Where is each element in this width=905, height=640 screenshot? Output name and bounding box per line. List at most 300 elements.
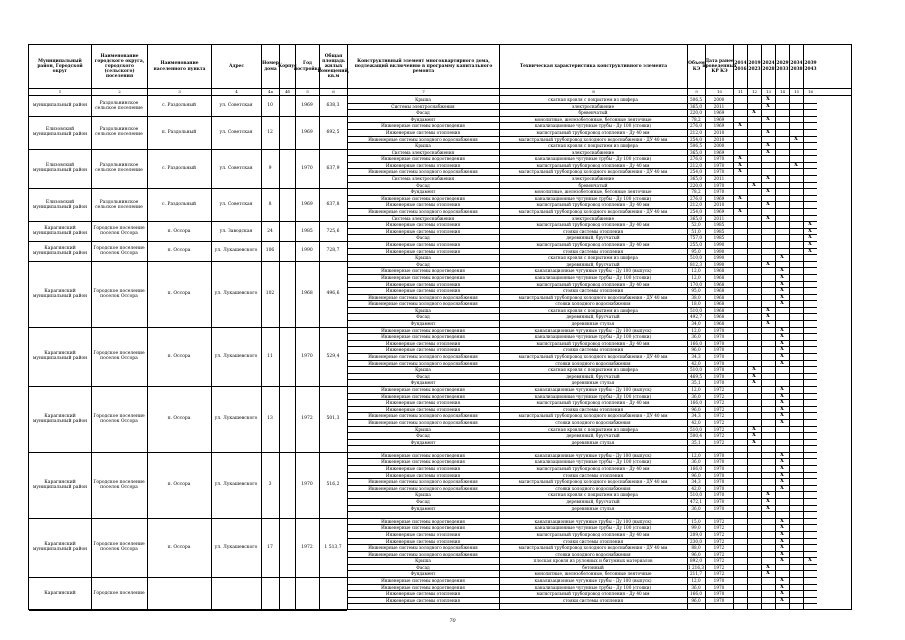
- column-header: 2019 2023: [747, 45, 761, 88]
- house-street: ул. Лукашевского: [214, 482, 258, 488]
- row-cell: Фундамент: [410, 189, 436, 195]
- house-district: Елизовский муниципальный район: [32, 199, 88, 210]
- row-cell: стояки холодного водоснабжения: [555, 485, 631, 491]
- house-settlement: Городское поселение поселок Оссора: [93, 245, 145, 256]
- row-cell: Инженерные системы холодного водоснабжения: [368, 354, 478, 359]
- house-street: ул. Советская: [219, 103, 253, 109]
- repair-period-mark: X: [766, 128, 770, 135]
- repair-period-mark: X: [766, 570, 770, 577]
- repair-period-mark: X: [780, 458, 784, 465]
- row-cell: 254,0: [690, 209, 702, 215]
- row-cell: 95,0: [691, 248, 701, 254]
- row-cell: Инженерные системы отопления: [385, 591, 461, 597]
- repair-period-mark: X: [780, 418, 784, 425]
- capital-repair-table: [28, 44, 852, 610]
- row-cell: 36,0: [691, 459, 701, 465]
- house-year: 1968: [301, 291, 313, 297]
- row-cell: Инженерные системы отопления: [385, 162, 461, 168]
- row-cell: Инженерные системы отопления: [385, 202, 461, 208]
- row-cell: 1970: [713, 584, 725, 590]
- row-cell: Фасад: [416, 110, 430, 116]
- house-street: ул. Советская: [219, 165, 253, 171]
- repair-period-mark: X: [780, 405, 784, 412]
- house-settlement: Городское поселение поселок Оссора: [93, 542, 145, 553]
- row-cell: скатная кровля с покрытием из шифера: [548, 143, 638, 149]
- house-district: Карагинский муниципальный район: [32, 225, 88, 237]
- row-cell: 1970: [713, 466, 725, 472]
- column-number: 4б: [279, 88, 295, 95]
- row-cell: магистральный трубопровод холодного водоснабжения - ДУ 40 мм: [518, 545, 668, 551]
- repair-period-mark: X: [808, 247, 812, 254]
- row-cell: канализационные чугунные трубы - Ду 100 (стояки): [534, 525, 652, 531]
- row-cell: канализационные чугунные трубы - Ду 100 (стояки): [534, 584, 652, 590]
- house-num: 13: [267, 416, 273, 422]
- row-cell: 1970: [713, 479, 725, 485]
- house-num: 24: [267, 228, 273, 234]
- row-cell: 1972: [713, 564, 725, 570]
- repair-period-mark: X: [780, 300, 784, 307]
- row-cell: 1972: [713, 406, 725, 412]
- house-district: Карагинский муниципальный район: [32, 288, 88, 299]
- row-cell: деревянные стулья: [571, 321, 615, 327]
- house-area: 637,9: [326, 165, 340, 171]
- row-cell: Инженерные системы отопления: [385, 228, 461, 234]
- row-cell: Инженерные системы водоотведения: [381, 578, 465, 584]
- row-cell: Инженерные системы водоотведения: [381, 123, 465, 129]
- repair-period-mark: X: [766, 214, 770, 221]
- row-cell: монолитные, железобетонные, бетонные ленточные: [534, 571, 652, 577]
- table-body: [29, 96, 851, 610]
- row-cell: 209,0: [690, 531, 702, 537]
- row-cell: Инженерные системы водоотведения: [381, 327, 465, 333]
- row-cell: канализационные чугунные трубы - Ду 100 (стояки): [534, 156, 652, 162]
- row-cell: 1972: [713, 393, 725, 399]
- row-cell: 35,1: [691, 380, 701, 386]
- row-cell: Инженерные системы холодного водоснабжения: [368, 294, 478, 300]
- row-cell: магистральный трубопровод отопления - Ду 40 мм: [536, 400, 650, 406]
- house-settlement: Городское поселение поселок Оссора: [93, 225, 145, 237]
- row-cell: 2010: [713, 129, 725, 135]
- row-cell: 212,0: [690, 129, 702, 135]
- column-number: 2: [91, 88, 147, 95]
- row-cell: 35,1: [691, 439, 701, 445]
- row-cell: 1968: [713, 301, 725, 307]
- house-locality: с. Раздольный: [162, 103, 196, 109]
- repair-period-mark: X: [766, 175, 770, 182]
- row-cell: 1990: [713, 255, 725, 261]
- row-cell: канализационные чугунные трубы - Ду 100 (стояки): [534, 393, 652, 399]
- repair-period-mark: X: [752, 109, 756, 116]
- house-num: 3: [268, 482, 272, 488]
- repair-period-mark: X: [766, 201, 770, 208]
- house-street: ул. Лукашевского: [214, 291, 258, 297]
- house-area: 728,7: [326, 248, 340, 254]
- row-cell: магистральный трубопровод отопления - Ду 40 мм: [536, 466, 650, 472]
- row-cell: Крыша: [415, 97, 431, 102]
- column-header: Год постройки: [295, 45, 319, 88]
- row-cell: скатная кровля с покрытием из шифера: [548, 367, 638, 373]
- row-cell: 166,0: [690, 400, 702, 406]
- row-cell: 1970: [713, 162, 725, 168]
- house-street: ул. Заводская: [219, 228, 253, 234]
- repair-period-mark: X: [780, 359, 784, 366]
- row-cell: 2011: [713, 215, 725, 221]
- row-cell: 1968: [713, 281, 725, 287]
- row-cell: Фасад: [416, 235, 430, 241]
- row-cell: стояки системы отопления: [562, 248, 624, 254]
- row-cell: 212,0: [690, 162, 702, 168]
- repair-period-mark: X: [766, 102, 770, 109]
- house-num: 106: [265, 248, 275, 254]
- row-cell: Инженерные системы отопления: [385, 538, 461, 544]
- repair-period-mark: X: [780, 333, 784, 340]
- row-cell: Инженерные системы водоотведения: [381, 195, 465, 201]
- row-cell: Крыша: [415, 367, 431, 373]
- row-cell: 2010: [713, 202, 725, 208]
- row-cell: стояки холодного водоснабжения: [555, 419, 631, 425]
- column-number: 16: [803, 88, 817, 95]
- row-cell: 506,5: [690, 97, 702, 102]
- row-cell: стояки системы отопления: [562, 288, 624, 294]
- row-cell: деревянный, брусчатый: [566, 261, 620, 267]
- row-cell: 1968: [713, 274, 725, 280]
- row-cell: 472,1: [690, 498, 702, 504]
- house-settlement: Городское поселение: [93, 590, 145, 596]
- row-cell: Крыша: [415, 143, 431, 149]
- row-cell: монолитные, железобетонные, бетонные ленточные: [534, 116, 652, 122]
- row-cell: 1968: [713, 288, 725, 294]
- repair-period-mark: X: [780, 530, 784, 537]
- house-locality: [148, 577, 210, 610]
- row-cell: деревянные стулья: [571, 380, 615, 386]
- row-cell: магистральный трубопровод холодного водоснабжения - ДУ 40 мм: [518, 209, 668, 215]
- repair-period-mark: X: [752, 181, 756, 188]
- row-cell: Инженерные системы холодного водоснабжения: [368, 551, 478, 557]
- row-cell: Инженерные системы холодного водоснабжения: [368, 136, 478, 142]
- row-cell: Инженерные системы водоотведения: [381, 334, 465, 340]
- row-cell: магистральный трубопровод отопления - Ду 40 мм: [536, 281, 650, 287]
- row-cell: скатная кровля с покрытием из шифера: [548, 426, 638, 432]
- row-cell: 36,0: [691, 505, 701, 511]
- row-cell: 42,0: [691, 485, 701, 491]
- row-cell: 170,0: [690, 281, 702, 287]
- row-cell: 276,0: [690, 156, 702, 162]
- row-cell: 12,0: [691, 452, 701, 458]
- row-cell: 1972: [713, 551, 725, 557]
- repair-period-mark: X: [752, 379, 756, 386]
- row-cell: магистральный трубопровод холодного водоснабжения - ДУ 40 мм: [518, 169, 668, 175]
- repair-period-mark: X: [766, 148, 770, 155]
- row-cell: 1969: [713, 195, 725, 201]
- row-cell: магистральный трубопровод отопления - Ду 40 мм: [536, 340, 650, 346]
- row-cell: 365,0: [690, 103, 702, 109]
- house-settlement: Городское поселение поселок Оссора: [93, 351, 145, 362]
- row-cell: 212,0: [690, 202, 702, 208]
- row-cell: Инженерные системы холодного водоснабжения: [368, 360, 478, 366]
- row-cell: 1970: [713, 597, 725, 603]
- row-cell: Система электроснабжения: [391, 149, 455, 155]
- house-locality: с. Раздольный: [162, 202, 196, 208]
- row-cell: 42,0: [691, 419, 701, 425]
- house-street: ул. Советская: [219, 202, 253, 208]
- repair-period-mark: X: [808, 221, 812, 228]
- house-locality: п. Раздольный: [161, 129, 197, 135]
- repair-period-mark: X: [738, 122, 742, 129]
- row-cell: 255,0: [690, 241, 702, 247]
- house-settlement: Раздольнинское сельское поселение: [95, 127, 143, 138]
- row-cell: Инженерные системы отопления: [385, 129, 461, 135]
- row-cell: Фасад: [416, 182, 430, 188]
- repair-period-mark: X: [808, 240, 812, 247]
- house-year: 1970: [301, 353, 313, 359]
- row-cell: 12,0: [691, 578, 701, 584]
- column-header: Адрес: [211, 45, 261, 88]
- row-cell: Инженерные системы отопления: [385, 406, 461, 412]
- row-cell: магистральный трубопровод отопления - Ду 40 мм: [536, 129, 650, 135]
- repair-period-mark: X: [766, 497, 770, 504]
- row-cell: 1990: [713, 261, 725, 267]
- row-cell: стояки холодного водоснабжения: [555, 301, 631, 307]
- row-cell: электроснабжение: [571, 149, 615, 155]
- row-cell: 1968: [713, 268, 725, 274]
- row-cell: 812,3: [690, 261, 702, 267]
- repair-period-mark: X: [780, 537, 784, 544]
- repair-period-mark: X: [766, 188, 770, 195]
- row-cell: 510,0: [690, 307, 702, 313]
- row-cell: 1990: [713, 248, 725, 254]
- repair-period-mark: X: [752, 366, 756, 373]
- row-cell: 1970: [713, 156, 725, 162]
- row-cell: Фундамент: [410, 439, 436, 445]
- row-cell: 15,0: [691, 518, 701, 524]
- column-header: 2014 2016: [733, 45, 747, 88]
- row-cell: бревенчатый: [578, 182, 608, 188]
- repair-period-mark: X: [738, 208, 742, 215]
- house-year: 1972: [301, 544, 313, 550]
- row-cell: 1972: [713, 571, 725, 577]
- row-cell: Фундамент: [410, 380, 436, 386]
- row-cell: Фундамент: [410, 321, 436, 327]
- column-header: 2034 2038: [789, 45, 803, 88]
- column-number: 14: [775, 88, 789, 95]
- row-cell: Инженерные системы холодного водоснабжения: [368, 413, 478, 419]
- house-num: 9: [268, 165, 272, 171]
- row-cell: Инженерные системы отопления: [385, 531, 461, 537]
- repair-period-mark: X: [780, 267, 784, 274]
- house-area: 501,3: [326, 416, 340, 422]
- repair-period-mark: X: [780, 524, 784, 531]
- house-street: ул. Советская: [219, 129, 253, 135]
- row-cell: 1972: [713, 413, 725, 419]
- row-cell: 757,0: [690, 235, 702, 241]
- column-number: 4а: [261, 88, 279, 95]
- row-cell: 1970: [713, 373, 725, 379]
- row-cell: 1972: [713, 538, 725, 544]
- row-cell: 510,0: [690, 255, 702, 261]
- column-number: 6: [319, 88, 347, 95]
- row-cell: магистральный трубопровод отопления - Ду 40 мм: [536, 162, 650, 168]
- row-cell: Инженерные системы отопления: [385, 248, 461, 254]
- row-cell: Инженерные системы холодного водоснабжения: [368, 301, 478, 307]
- column-number: 10: [705, 88, 733, 95]
- row-cell: Инженерные системы водоотведения: [381, 584, 465, 590]
- row-cell: бревенчатый: [578, 110, 608, 116]
- row-cell: 1970: [713, 485, 725, 491]
- repair-period-mark: X: [780, 412, 784, 419]
- house-locality: с. Раздольный: [162, 165, 196, 171]
- row-cell: канализационные чугунные трубы - Ду 100 (выпуск): [534, 518, 652, 524]
- row-cell: 365,0: [690, 149, 702, 155]
- row-cell: 34,0: [691, 321, 701, 327]
- row-cell: канализационные чугунные трубы - Ду 100 (выпуск): [534, 268, 652, 274]
- row-cell: 510,0: [690, 367, 702, 373]
- column-number: 4: [211, 88, 261, 95]
- house-area: [320, 577, 346, 610]
- row-cell: деревянные стулья: [571, 505, 615, 511]
- row-cell: 1970: [713, 498, 725, 504]
- column-header: Корпус: [279, 45, 295, 88]
- row-cell: Инженерные системы водоотведения: [381, 525, 465, 531]
- house-area: 529,4: [326, 353, 340, 359]
- page-number: 70: [449, 618, 456, 624]
- row-cell: Инженерные системы отопления: [385, 347, 461, 353]
- row-cell: 1969: [713, 149, 725, 155]
- row-cell: Фасад: [416, 314, 430, 320]
- house-district: Карагинский муниципальный район: [32, 413, 88, 424]
- row-cell: канализационные чугунные трубы - Ду 100 (стояки): [534, 195, 652, 201]
- row-cell: 1968: [713, 294, 725, 300]
- row-cell: 1972: [713, 545, 725, 551]
- row-cell: 254,0: [690, 136, 702, 142]
- repair-period-mark: X: [780, 465, 784, 472]
- row-cell: 1970: [713, 169, 725, 175]
- column-header: Объем КЭ: [687, 45, 705, 88]
- row-cell: деревянные стулья: [571, 439, 615, 445]
- repair-period-mark: X: [780, 550, 784, 557]
- house-district: Елизовский муниципальный район: [32, 163, 88, 174]
- row-cell: 211,7: [690, 571, 702, 577]
- column-number: 15: [789, 88, 803, 95]
- row-cell: 2010: [713, 136, 725, 142]
- column-header: Муниципальный район, Городской округ: [37, 58, 83, 75]
- repair-period-mark: X: [780, 544, 784, 551]
- row-cell: 510,0: [690, 492, 702, 498]
- row-cell: 1970: [713, 189, 725, 195]
- row-cell: 96,0: [691, 347, 701, 353]
- repair-period-mark: X: [766, 96, 770, 102]
- house-year: 1969: [301, 103, 313, 109]
- row-cell: стояки системы отопления: [562, 228, 624, 234]
- row-cell: деревянный, брусчатый: [566, 314, 620, 320]
- row-cell: магистральный трубопровод холодного водоснабжения - ДУ 40 мм: [518, 294, 668, 300]
- row-cell: 1970: [713, 578, 725, 584]
- row-cell: 220,0: [690, 110, 702, 116]
- column-number: 8: [499, 88, 687, 95]
- row-cell: 1972: [713, 525, 725, 531]
- repair-period-mark: X: [780, 339, 784, 346]
- repair-period-mark: X: [752, 432, 756, 439]
- repair-period-mark: X: [780, 287, 784, 294]
- house-locality: п. Оссора: [167, 482, 191, 488]
- row-cell: 276,0: [690, 195, 702, 201]
- repair-period-mark: X: [780, 326, 784, 333]
- repair-period-mark: X: [780, 557, 784, 564]
- house-settlement: Раздольнинское сельское поселение: [95, 199, 143, 210]
- house-street: ул. Лукашевского: [214, 353, 258, 359]
- row-cell: магистральный трубопровод отопления - Ду 40 мм: [536, 241, 650, 247]
- row-cell: 892,0: [690, 558, 702, 564]
- row-cell: канализационные чугунные трубы - Ду 100 (выпуск): [534, 327, 652, 333]
- column-header: 2039 2043: [803, 45, 817, 88]
- row-cell: канализационные чугунные трубы - Ду 100 (стояки): [534, 123, 652, 129]
- row-cell: электроснабжение: [571, 103, 615, 109]
- row-cell: Инженерные системы отопления: [385, 222, 461, 228]
- row-cell: Инженерные системы холодного водоснабжения: [368, 485, 478, 491]
- house-area: 1 513,7: [324, 544, 342, 550]
- house-settlement: Городское поселение поселок Оссора: [93, 413, 145, 424]
- row-cell: 1969: [713, 209, 725, 215]
- repair-period-mark: X: [780, 517, 784, 524]
- house-district: муниципальный район: [32, 103, 88, 109]
- repair-period-mark: X: [808, 234, 812, 241]
- row-cell: Инженерные системы водоотведения: [381, 459, 465, 465]
- row-cell: 1972: [713, 531, 725, 537]
- row-cell: Инженерные системы водоотведения: [381, 386, 465, 392]
- house-year: 1969: [301, 202, 313, 208]
- row-cell: 1 216,3: [688, 564, 704, 570]
- row-cell: Инженерные системы отопления: [385, 400, 461, 406]
- repair-period-mark: X: [766, 313, 770, 320]
- house-street: ул. Лукашевского: [214, 416, 258, 422]
- row-cell: плоская кровля из рулонных и битумных материалов: [533, 558, 653, 564]
- row-cell: Система электроснабжения: [391, 176, 455, 182]
- row-cell: 1972: [713, 518, 725, 524]
- house-num: 10: [267, 103, 273, 109]
- row-cell: Инженерные системы холодного водоснабжения: [368, 479, 478, 485]
- repair-period-mark: X: [780, 484, 784, 491]
- row-cell: Фасад: [416, 373, 430, 379]
- repair-period-mark: X: [752, 425, 756, 432]
- repair-period-mark: X: [780, 471, 784, 478]
- row-cell: монолитные, железобетонные, бетонные ленточные: [534, 189, 652, 195]
- row-cell: 166,0: [690, 591, 702, 597]
- house-locality: п. Оссора: [167, 544, 191, 550]
- row-cell: Инженерные системы водоотведения: [381, 452, 465, 458]
- repair-period-mark: X: [794, 161, 798, 168]
- column-header: Общая площадь жилых помещений, кв.м: [319, 45, 347, 88]
- row-cell: 1970: [713, 327, 725, 333]
- house-district: Карагинский муниципальный район: [32, 351, 88, 362]
- row-cell: стояки системы отопления: [562, 347, 624, 353]
- row-cell: деревянный, брусчатый: [566, 498, 620, 504]
- house-locality: п. Оссора: [167, 416, 191, 422]
- row-cell: 1970: [713, 367, 725, 373]
- house-divider: [29, 610, 347, 611]
- row-cell: Крыша: [415, 558, 431, 564]
- row-cell: Инженерные системы холодного водоснабжения: [368, 169, 478, 175]
- row-cell: 1972: [713, 400, 725, 406]
- house-locality: п. Оссора: [167, 353, 191, 359]
- row-cell: скатная кровля с покрытием из шифера: [548, 255, 638, 261]
- row-cell: 2000: [713, 143, 725, 149]
- row-cell: электроснабжение: [571, 215, 615, 221]
- repair-period-mark: X: [780, 392, 784, 399]
- row-cell: Крыша: [415, 492, 431, 498]
- row-cell: стояки системы отопления: [562, 406, 624, 412]
- row-cell: 2011: [713, 176, 725, 182]
- house-district: Карагинский муниципальный район: [32, 479, 88, 490]
- row-cell: 1970: [713, 380, 725, 386]
